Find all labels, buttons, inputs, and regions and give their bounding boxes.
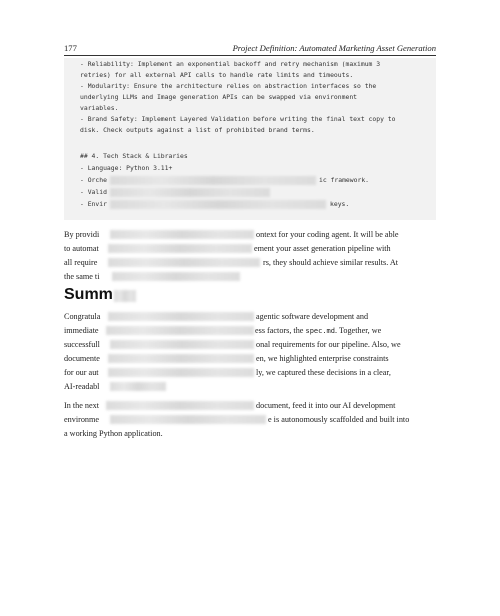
paragraph-line: a working Python application. (64, 429, 163, 438)
paragraph-line: to automat (64, 244, 99, 253)
redacted-region (110, 200, 326, 209)
paragraph-line: all require (64, 258, 98, 267)
paragraph-line (255, 325, 381, 337)
code-line: - Brand Safety: Implement Layered Validation before writing the final text copy to (80, 115, 396, 123)
paragraph-line: en, we highlighted enterprise constraints (256, 354, 389, 363)
code-line: - Valid (80, 188, 107, 196)
code-line: - Language: Python 3.11+ (80, 164, 173, 172)
code-line: variables. (80, 104, 119, 112)
redacted-region (110, 176, 316, 185)
code-line: disk. Check outputs against a list of prohibited brand terms. (80, 126, 315, 134)
running-title: Project Definition: Automated Marketing Asset Generation (232, 43, 436, 53)
paragraph-line: for our aut (64, 368, 99, 377)
redacted-region (110, 382, 166, 391)
paragraph-line: the same ti (64, 272, 100, 281)
paragraph-line: onal requirements for our pipeline. Also, we (256, 340, 401, 349)
redacted-region (114, 290, 136, 302)
redacted-region (108, 244, 252, 253)
redacted-region (108, 368, 254, 377)
redacted-region (108, 258, 260, 267)
redacted-region (110, 340, 254, 349)
paragraph-line: e is autonomously scaffolded and built into (268, 415, 410, 424)
paragraph-line: environme (64, 415, 100, 424)
code-line: keys. (330, 200, 350, 208)
redacted-region (106, 326, 254, 335)
paragraph-line: ly, we captured these decisions in a clear, (256, 368, 391, 377)
code-line: - Modularity: Ensure the architecture relies on abstraction interfaces so the (80, 82, 377, 90)
paragraph-line: successfull (64, 340, 100, 349)
paragraph-line: In the next (64, 401, 100, 410)
paragraph-line: immediate (64, 326, 99, 335)
code-line: ic framework. (319, 176, 370, 184)
paragraph-line: agentic software development and (256, 312, 369, 321)
paragraph-line: document, feed it into our AI development (256, 401, 396, 410)
paragraph-line: documente (64, 354, 100, 363)
code-line: underlying LLMs and Image generation APIs can be swapped via environment (80, 93, 358, 101)
paragraph-line: Congratula (64, 312, 101, 321)
redacted-region (110, 188, 270, 197)
inline-code-spec-md: spec.md (305, 327, 335, 335)
code-line: retries) for all external API calls to handle rate limits and timeouts. (80, 71, 354, 79)
code-block (64, 58, 436, 220)
section-heading-summary: Summ (64, 286, 113, 303)
code-line: ## 4. Tech Stack & Libraries (80, 152, 188, 160)
redacted-region (106, 401, 254, 410)
header-rule (64, 55, 436, 56)
paragraph-line: ement your asset generation pipeline with (254, 244, 391, 253)
paragraph-text: ess factors, the (255, 326, 306, 335)
code-line: - Envir (80, 200, 107, 208)
paragraph-text: . Together, we (335, 326, 382, 335)
paragraph-line: rs, they should achieve similar results. At (263, 258, 399, 267)
redacted-region (108, 312, 254, 321)
code-line: - Reliability: Implement an exponential backoff and retry mechanism (maximum 3 (80, 60, 381, 68)
code-line: - Orche (80, 176, 107, 184)
paragraph-line: ontext for your coding agent. It will be able (256, 230, 399, 239)
page-number: 177 (64, 43, 77, 53)
paragraph-line: By providi (64, 230, 100, 239)
redacted-region (110, 230, 254, 239)
redacted-region (110, 415, 266, 424)
page-header (64, 42, 436, 54)
redacted-region (112, 272, 240, 281)
redacted-region (108, 354, 254, 363)
paragraph-line: AI-readabl (64, 382, 100, 391)
